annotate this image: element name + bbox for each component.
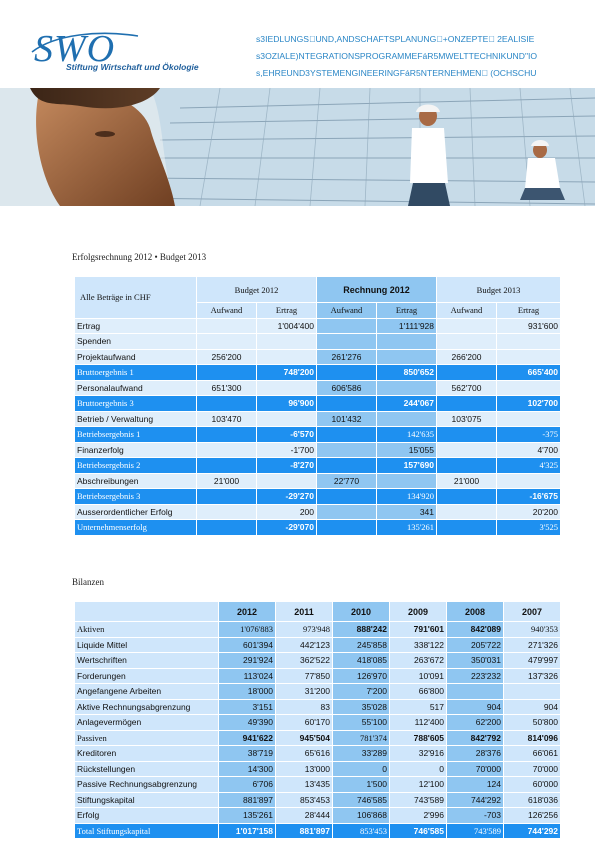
table-cell: 517 (390, 699, 447, 715)
table-cell (437, 458, 497, 474)
table-cell: 479'997 (504, 653, 561, 669)
table-cell: 788'605 (390, 730, 447, 746)
table-cell: 881'897 (276, 823, 333, 839)
year-header: 2008 (447, 602, 504, 622)
table-cell: 96'900 (257, 396, 317, 412)
table-cell (437, 396, 497, 412)
table-cell (437, 489, 497, 505)
table-cell: 850'652 (377, 365, 437, 381)
table-cell: 746'585 (333, 792, 390, 808)
table-cell: 2'996 (390, 808, 447, 824)
row-label: Anlagevermögen (75, 715, 219, 731)
table-cell: 22'770 (317, 473, 377, 489)
table-cell (437, 442, 497, 458)
row-label: Abschreibungen (75, 473, 197, 489)
row-label: Ertrag (75, 318, 197, 334)
table-cell (317, 489, 377, 505)
table-cell (197, 520, 257, 536)
table-cell: 665'400 (497, 365, 561, 381)
table-cell: 601'394 (219, 637, 276, 653)
table-cell: 744'292 (447, 792, 504, 808)
subheader: Aufwand (197, 303, 257, 319)
table-cell: 1'500 (333, 777, 390, 793)
table-cell: 4'325 (497, 458, 561, 474)
row-label: Projektaufwand (75, 349, 197, 365)
table-cell: 853'453 (276, 792, 333, 808)
table-row (75, 637, 561, 653)
table-cell: 973'948 (276, 622, 333, 638)
table-cell: 113'024 (219, 668, 276, 684)
row-label: Aktiven (75, 622, 219, 638)
table-cell: 10'091 (390, 668, 447, 684)
table-row (75, 622, 561, 638)
table-cell: 102'700 (497, 396, 561, 412)
table-cell: 62'200 (447, 715, 504, 731)
group-budget-2012: Budget 2012 (197, 277, 317, 303)
table-cell: -29'270 (257, 489, 317, 505)
table-cell (197, 396, 257, 412)
table-cell (497, 334, 561, 350)
table-cell (377, 411, 437, 427)
subheader: Ertrag (377, 303, 437, 319)
table-cell: 21'000 (197, 473, 257, 489)
row-label: Angefangene Arbeiten (75, 684, 219, 700)
row-label: Bruttoergebnis 1 (75, 365, 197, 381)
table-cell: 0 (390, 761, 447, 777)
table-cell: 66'061 (504, 746, 561, 762)
table-cell: 748'200 (257, 365, 317, 381)
table-cell: 350'031 (447, 653, 504, 669)
row-label: Betrieb / Verwaltung (75, 411, 197, 427)
table-cell: 60'000 (504, 777, 561, 793)
row-label: Spenden (75, 334, 197, 350)
table-cell: 418'085 (333, 653, 390, 669)
row-label: Total Stiftungskapital (75, 823, 219, 839)
group-rechnung-2012: Rechnung 2012 (317, 277, 437, 303)
bilanzen-title: Bilanzen (72, 577, 104, 587)
table-cell: 931'600 (497, 318, 561, 334)
bilanzen-table (74, 601, 561, 839)
table-cell: 746'585 (390, 823, 447, 839)
year-header: 2011 (276, 602, 333, 622)
table-cell: 814'096 (504, 730, 561, 746)
year-header: 2007 (504, 602, 561, 622)
row-label: Rückstellungen (75, 761, 219, 777)
table-cell (377, 334, 437, 350)
table-cell: 941'622 (219, 730, 276, 746)
table-cell: 134'920 (377, 489, 437, 505)
subheader: Aufwand (437, 303, 497, 319)
table-cell (197, 334, 257, 350)
table-cell: 112'400 (390, 715, 447, 731)
table-cell (317, 504, 377, 520)
table-cell: 442'123 (276, 637, 333, 653)
table-cell (197, 489, 257, 505)
table-cell: 77'850 (276, 668, 333, 684)
table-cell (197, 442, 257, 458)
table-cell: 31'200 (276, 684, 333, 700)
table-cell (317, 427, 377, 443)
table-row (75, 411, 561, 427)
table-row (75, 699, 561, 715)
table-cell: 3'151 (219, 699, 276, 715)
subheader: Ertrag (497, 303, 561, 319)
row-label: Passiven (75, 730, 219, 746)
table-cell (497, 473, 561, 489)
table-row (75, 808, 561, 824)
table-cell: 70'000 (504, 761, 561, 777)
table-cell (257, 380, 317, 396)
table-cell (197, 504, 257, 520)
table-cell: 50'800 (504, 715, 561, 731)
table-row (75, 653, 561, 669)
table-cell: 38'719 (219, 746, 276, 762)
table-cell (317, 442, 377, 458)
table-cell: 245'858 (333, 637, 390, 653)
erfolg-title: Erfolgsrechnung 2012 • Budget 2013 (72, 252, 207, 262)
table-cell: 266'200 (437, 349, 497, 365)
table-row (75, 730, 561, 746)
table-cell: 562'700 (437, 380, 497, 396)
table-row (75, 520, 561, 536)
row-label: Erfolg (75, 808, 219, 824)
table-cell: 137'326 (504, 668, 561, 684)
year-header: 2009 (390, 602, 447, 622)
table-cell (437, 365, 497, 381)
table-cell: 1'004'400 (257, 318, 317, 334)
table-cell: 126'970 (333, 668, 390, 684)
table-cell (377, 380, 437, 396)
table-cell: 12'100 (390, 777, 447, 793)
table-row (75, 396, 561, 412)
table-cell: -703 (447, 808, 504, 824)
table-cell: 13'435 (276, 777, 333, 793)
table-cell: 1'111'928 (377, 318, 437, 334)
table-cell: 157'690 (377, 458, 437, 474)
solar-workers-photo (0, 88, 595, 206)
row-label: Passive Rechnungsabgrenzung (75, 777, 219, 793)
table-cell: 65'616 (276, 746, 333, 762)
table-cell (497, 380, 561, 396)
table-cell (504, 684, 561, 700)
bilanzen-corner (75, 602, 219, 622)
table-cell: 853'453 (333, 823, 390, 839)
table-cell: 945'504 (276, 730, 333, 746)
table-row (75, 349, 561, 365)
table-row (75, 715, 561, 731)
group-budget-2013: Budget 2013 (437, 277, 561, 303)
table-cell: 135'261 (219, 808, 276, 824)
row-label: Betriebsergebnis 2 (75, 458, 197, 474)
subheader: Aufwand (317, 303, 377, 319)
table-cell (317, 318, 377, 334)
table-cell (197, 318, 257, 334)
row-label: Betriebsergebnis 1 (75, 427, 197, 443)
table-cell: 261'276 (317, 349, 377, 365)
row-label: Aktive Rechnungsabgrenzung (75, 699, 219, 715)
table-cell (437, 520, 497, 536)
table-cell (317, 520, 377, 536)
table-cell: 35'028 (333, 699, 390, 715)
table-cell: 14'300 (219, 761, 276, 777)
logo: SWO (34, 28, 116, 70)
table-cell: 6'706 (219, 777, 276, 793)
table-cell (317, 396, 377, 412)
table-cell: 341 (377, 504, 437, 520)
table-cell: 142'635 (377, 427, 437, 443)
table-cell: 362'522 (276, 653, 333, 669)
row-label: Personalaufwand (75, 380, 197, 396)
table-cell: 606'586 (317, 380, 377, 396)
table-row (75, 668, 561, 684)
table-row (75, 823, 561, 839)
table-cell: 200 (257, 504, 317, 520)
table-cell: 13'000 (276, 761, 333, 777)
table-cell: -16'675 (497, 489, 561, 505)
table-cell (197, 365, 257, 381)
table-row (75, 318, 561, 334)
table-cell: 618'036 (504, 792, 561, 808)
year-header: 2010 (333, 602, 390, 622)
row-label: Ausserordentlicher Erfolg (75, 504, 197, 520)
table-cell (437, 334, 497, 350)
table-cell: 135'261 (377, 520, 437, 536)
tagline-1: s3IEDLUNGS UND,ANDSCHAFTSPLANUNG +ONZEPTE  2EALISIE (256, 34, 535, 44)
table-cell: 49'390 (219, 715, 276, 731)
table-cell (257, 334, 317, 350)
header (0, 0, 595, 88)
table-cell: -375 (497, 427, 561, 443)
table-cell: 83 (276, 699, 333, 715)
table-cell: 842'089 (447, 622, 504, 638)
table-cell: 256'200 (197, 349, 257, 365)
table-cell: 103'470 (197, 411, 257, 427)
table-cell: 3'525 (497, 520, 561, 536)
table-row (75, 777, 561, 793)
table-cell: 223'232 (447, 668, 504, 684)
table-cell (317, 365, 377, 381)
row-label: Betriebsergebnis 3 (75, 489, 197, 505)
table-cell: 205'722 (447, 637, 504, 653)
table-cell: 4'700 (497, 442, 561, 458)
table-cell: 781'374 (333, 730, 390, 746)
table-cell: 28'376 (447, 746, 504, 762)
table-cell: 101'432 (317, 411, 377, 427)
table-cell: 888'242 (333, 622, 390, 638)
table-cell (497, 349, 561, 365)
table-row (75, 792, 561, 808)
table-cell: 20'200 (497, 504, 561, 520)
table-cell (377, 473, 437, 489)
table-cell (437, 427, 497, 443)
row-label: Unternehmenserfolg (75, 520, 197, 536)
table-row (75, 684, 561, 700)
table-row (75, 442, 561, 458)
table-cell: -29'070 (257, 520, 317, 536)
tagline-3: s,EHREUND3YSTEMENGINEERINGFáR5NTERNEHMEN  (OCHSCHU (256, 68, 537, 78)
table-cell: 338'122 (390, 637, 447, 653)
table-cell: 7'200 (333, 684, 390, 700)
table-cell: 70'000 (447, 761, 504, 777)
table-cell (197, 458, 257, 474)
table-cell (317, 458, 377, 474)
row-label: Bruttoergebnis 3 (75, 396, 197, 412)
amount-note: Alle Beträge in CHF (75, 277, 197, 319)
table-cell: 940'353 (504, 622, 561, 638)
table-row (75, 489, 561, 505)
table-cell: 124 (447, 777, 504, 793)
table-cell: 904 (447, 699, 504, 715)
table-cell: 55'100 (333, 715, 390, 731)
table-cell: 21'000 (437, 473, 497, 489)
table-row (75, 746, 561, 762)
table-cell (257, 473, 317, 489)
table-cell (437, 318, 497, 334)
table-cell: 791'601 (390, 622, 447, 638)
table-row (75, 365, 561, 381)
row-label: Liquide Mittel (75, 637, 219, 653)
table-cell: -8'270 (257, 458, 317, 474)
row-label: Kreditoren (75, 746, 219, 762)
table-row (75, 458, 561, 474)
table-cell: 743'589 (390, 792, 447, 808)
table-cell (497, 411, 561, 427)
row-label: Forderungen (75, 668, 219, 684)
table-cell: 1'017'158 (219, 823, 276, 839)
year-header: 2012 (219, 602, 276, 622)
table-cell: 263'672 (390, 653, 447, 669)
table-cell: 126'256 (504, 808, 561, 824)
table-cell: 904 (504, 699, 561, 715)
table-cell: 744'292 (504, 823, 561, 839)
table-cell: 271'326 (504, 637, 561, 653)
table-cell: -6'570 (257, 427, 317, 443)
table-cell: 743'589 (447, 823, 504, 839)
table-cell: 651'300 (197, 380, 257, 396)
table-cell: 291'924 (219, 653, 276, 669)
table-cell: 106'868 (333, 808, 390, 824)
table-row (75, 504, 561, 520)
table-row (75, 761, 561, 777)
table-row (75, 380, 561, 396)
table-cell (447, 684, 504, 700)
tagline-2: s3OZIALE)NTEGRATIONSPROGRAMMEFáR5MWELTTECHNIKUND"IO (256, 51, 538, 61)
table-cell: 244'067 (377, 396, 437, 412)
table-cell: 32'916 (390, 746, 447, 762)
table-cell: 1'076'883 (219, 622, 276, 638)
table-cell: 33'289 (333, 746, 390, 762)
table-cell (377, 349, 437, 365)
row-label: Finanzerfolg (75, 442, 197, 458)
table-cell (437, 504, 497, 520)
table-cell: -1'700 (257, 442, 317, 458)
table-cell: 103'075 (437, 411, 497, 427)
table-cell: 15'055 (377, 442, 437, 458)
header-photo (0, 88, 595, 206)
table-row (75, 334, 561, 350)
table-row (75, 427, 561, 443)
table-cell: 66'800 (390, 684, 447, 700)
row-label: Wertschriften (75, 653, 219, 669)
table-cell (257, 349, 317, 365)
table-cell (197, 427, 257, 443)
subheader: Ertrag (257, 303, 317, 319)
table-cell: 60'170 (276, 715, 333, 731)
row-label: Stiftungskapital (75, 792, 219, 808)
table-cell: 842'792 (447, 730, 504, 746)
erfolg-table (74, 276, 561, 536)
logo-subtitle: Stiftung Wirtschaft und Ökologie (66, 62, 199, 72)
table-cell: 0 (333, 761, 390, 777)
table-cell (257, 411, 317, 427)
table-cell: 18'000 (219, 684, 276, 700)
table-cell: 881'897 (219, 792, 276, 808)
table-cell: 28'444 (276, 808, 333, 824)
table-cell (317, 334, 377, 350)
table-row (75, 473, 561, 489)
